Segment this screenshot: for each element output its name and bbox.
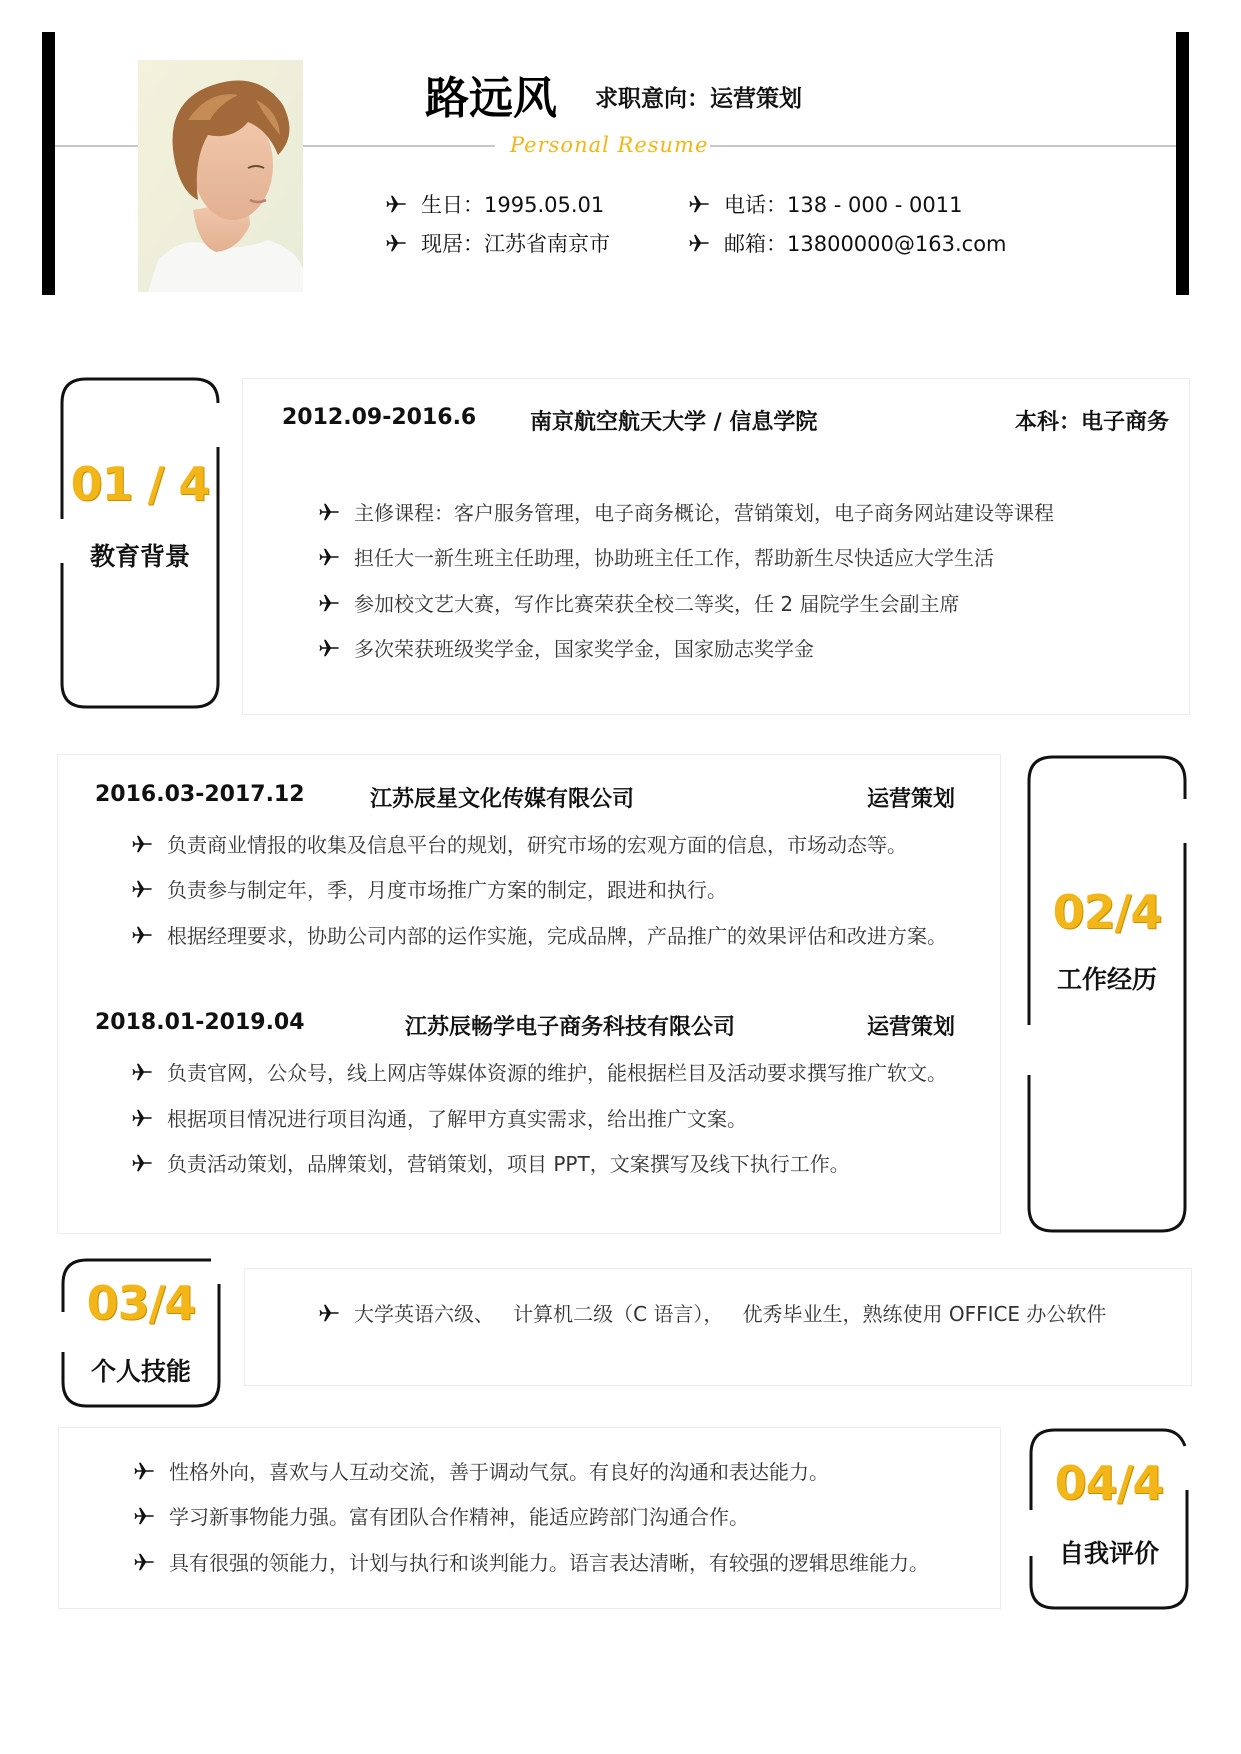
education-badge bbox=[60, 377, 220, 709]
work-title: 工作经历 bbox=[1056, 965, 1157, 994]
education-title: 教育背景 bbox=[89, 542, 190, 571]
job-item-text: 负责参与制定年，季，月度市场推广方案的制定，跟进和执行。 bbox=[167, 878, 727, 902]
job-item bbox=[131, 1057, 947, 1086]
education-degree: 本科：电子商务 bbox=[1015, 410, 1170, 435]
header-rule-right bbox=[710, 145, 1176, 147]
airplane-icon bbox=[688, 193, 710, 215]
job-period: 2016.03-2017.12 bbox=[95, 782, 305, 807]
airplane-icon bbox=[133, 1460, 155, 1482]
education-item bbox=[318, 497, 1054, 526]
job-item bbox=[131, 1148, 850, 1177]
skills-badge bbox=[61, 1256, 221, 1408]
airplane-icon bbox=[318, 637, 340, 659]
self-item bbox=[133, 1501, 749, 1530]
job-role: 运营策划 bbox=[867, 787, 956, 812]
job-item bbox=[131, 829, 907, 858]
airplane-icon bbox=[131, 878, 153, 900]
phone-info bbox=[688, 189, 962, 219]
skills-item bbox=[318, 1298, 1106, 1327]
residence-info bbox=[385, 228, 610, 258]
work-number: 02/4 bbox=[1052, 885, 1162, 939]
work-badge bbox=[1027, 755, 1187, 1233]
airplane-icon bbox=[318, 1302, 340, 1324]
skills-item-text: 大学英语六级、 计算机二级（C 语言）， 优秀毕业生，熟练使用 OFFICE 办公软件 bbox=[354, 1302, 1107, 1326]
airplane-icon bbox=[133, 1551, 155, 1573]
profile-photo bbox=[138, 60, 303, 292]
self-item-text: 性格外向，喜欢与人互动交流，善于调动气氛。有良好的沟通和表达能力。 bbox=[169, 1460, 829, 1484]
airplane-icon bbox=[131, 1061, 153, 1083]
education-item-text: 主修课程：客户服务管理，电子商务概论，营销策划，电子商务网站建设等课程 bbox=[354, 501, 1054, 525]
skills-number: 03/4 bbox=[86, 1276, 196, 1330]
self-number: 04/4 bbox=[1054, 1456, 1164, 1510]
header-rule-mid bbox=[303, 145, 495, 147]
self-item-text: 具有很强的领能力，计划与执行和谈判能力。语言表达清晰，有较强的逻辑思维能力。 bbox=[169, 1551, 929, 1575]
self-title: 自我评价 bbox=[1058, 1539, 1159, 1568]
residence-text: 现居：江苏省南京市 bbox=[421, 232, 610, 256]
job-item bbox=[131, 920, 947, 949]
email-info bbox=[688, 228, 1007, 258]
education-item-text: 担任大一新生班主任助理，协助班主任工作，帮助新生尽快适应大学生活 bbox=[354, 546, 994, 570]
header-right-bar bbox=[1176, 32, 1189, 295]
header-left-bar bbox=[42, 32, 55, 295]
airplane-icon bbox=[131, 1152, 153, 1174]
airplane-icon bbox=[688, 232, 710, 254]
job-company: 江苏辰星文化传媒有限公司 bbox=[370, 787, 635, 812]
self-item bbox=[133, 1547, 929, 1576]
airplane-icon bbox=[131, 1107, 153, 1129]
personal-resume-subtitle: Personal Resume bbox=[510, 133, 709, 157]
job-role: 运营策划 bbox=[867, 1015, 956, 1040]
airplane-icon bbox=[318, 546, 340, 568]
phone-text: 电话：138 - 000 - 0011 bbox=[724, 193, 963, 217]
candidate-name: 路远风 bbox=[425, 73, 557, 124]
birthday-text: 生日：1995.05.01 bbox=[421, 193, 605, 217]
self-badge bbox=[1029, 1428, 1189, 1610]
job-item-text: 负责商业情报的收集及信息平台的规划，研究市场的宏观方面的信息，市场动态等。 bbox=[167, 833, 907, 857]
airplane-icon bbox=[131, 833, 153, 855]
job-company: 江苏辰畅学电子商务科技有限公司 bbox=[405, 1015, 736, 1040]
education-item-text: 参加校文艺大赛，写作比赛荣获全校二等奖，任 2 届院学生会副主席 bbox=[354, 592, 960, 616]
job-intent: 求职意向：运营策划 bbox=[595, 86, 802, 112]
education-item-text: 多次荣获班级奖学金，国家奖学金，国家励志奖学金 bbox=[354, 637, 814, 661]
self-item-text: 学习新事物能力强。富有团队合作精神，能适应跨部门沟通合作。 bbox=[169, 1505, 749, 1529]
header-rule-left bbox=[55, 145, 138, 147]
job-item-text: 负责活动策划，品牌策划，营销策划，项目 PPT，文案撰写及线下执行工作。 bbox=[167, 1152, 850, 1176]
airplane-icon bbox=[131, 924, 153, 946]
job-item bbox=[131, 874, 727, 903]
job-period: 2018.01-2019.04 bbox=[95, 1010, 305, 1035]
job-item-text: 负责官网，公众号，线上网店等媒体资源的维护，能根据栏目及活动要求撰写推广软文。 bbox=[167, 1061, 947, 1085]
airplane-icon bbox=[385, 232, 407, 254]
airplane-icon bbox=[385, 193, 407, 215]
job-item bbox=[131, 1103, 747, 1132]
self-item bbox=[133, 1456, 829, 1485]
job-item-text: 根据项目情况进行项目沟通，了解甲方真实需求，给出推广文案。 bbox=[167, 1107, 747, 1131]
airplane-icon bbox=[133, 1505, 155, 1527]
education-school: 南京航空航天大学 / 信息学院 bbox=[530, 410, 818, 435]
birthday-info bbox=[385, 189, 604, 219]
education-item bbox=[318, 542, 994, 571]
education-period: 2012.09-2016.6 bbox=[282, 405, 477, 430]
education-number: 01 / 4 bbox=[70, 457, 210, 511]
skills-title: 个人技能 bbox=[90, 1357, 191, 1386]
education-item bbox=[318, 633, 814, 662]
airplane-icon bbox=[318, 592, 340, 614]
education-item bbox=[318, 588, 959, 617]
job-item-text: 根据经理要求，协助公司内部的运作实施，完成品牌，产品推广的效果评估和改进方案。 bbox=[167, 924, 947, 948]
airplane-icon bbox=[318, 501, 340, 523]
email-text: 邮箱：13800000@163.com bbox=[724, 232, 1007, 256]
skills-box bbox=[244, 1268, 1192, 1386]
